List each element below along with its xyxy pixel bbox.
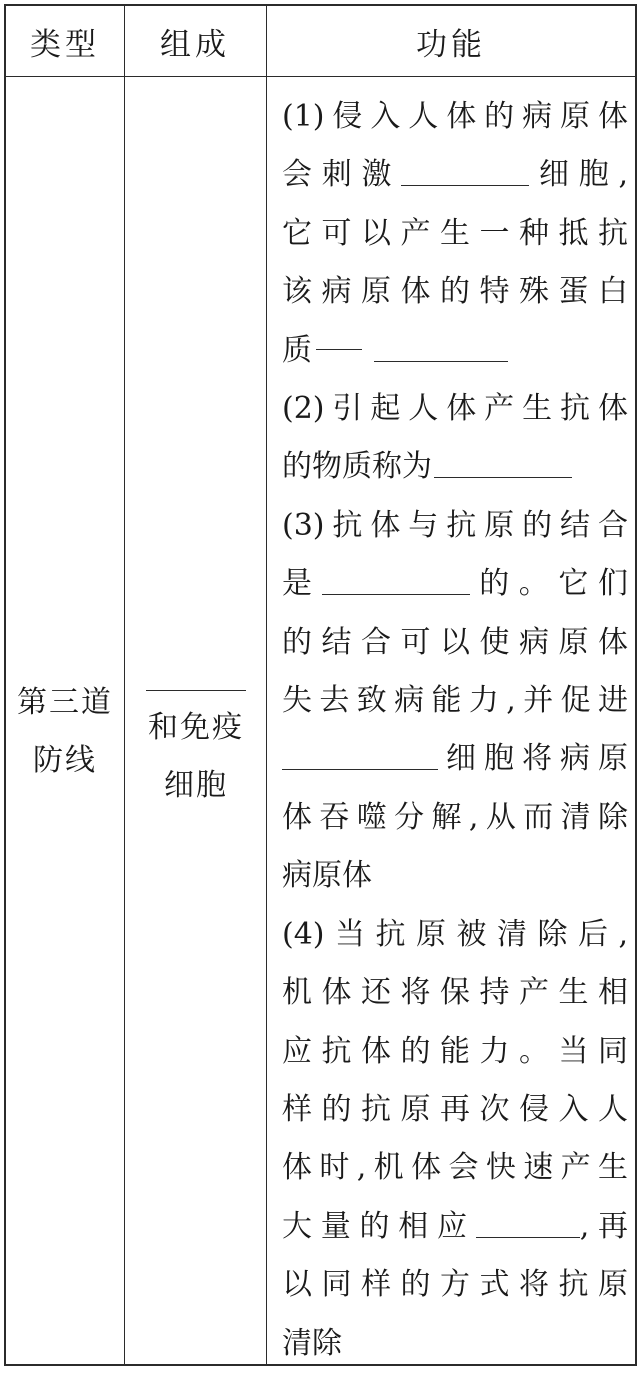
function-line: 细胞将病原 xyxy=(282,730,628,788)
answer-blank[interactable] xyxy=(374,335,508,362)
header-function: 功能 xyxy=(416,26,486,63)
answer-blank[interactable] xyxy=(282,743,438,770)
function-line: (3)抗体与抗原的结合 xyxy=(282,507,628,543)
composition-line: 细胞 xyxy=(164,768,228,803)
function-line: 是 的。它们 xyxy=(282,566,629,602)
answer-blank[interactable] xyxy=(476,1211,580,1238)
function-line: 体时,机体会快速产生 xyxy=(282,1150,628,1186)
dash-mark xyxy=(316,349,362,350)
column-divider xyxy=(124,6,125,1364)
function-line: 病原体 xyxy=(282,858,372,894)
function-line: (1)侵入人体的病原体 xyxy=(282,99,628,134)
composition-line: 和免疫 xyxy=(148,710,244,745)
function-line: 质 xyxy=(282,322,628,380)
category-line: 防线 xyxy=(33,743,97,778)
function-line: 该病原体的特殊蛋白 xyxy=(282,274,628,310)
function-line: 体吞噬分解,从而清除 xyxy=(282,799,628,835)
function-line: 机体还将保持产生相 xyxy=(282,975,628,1011)
function-line: 它可以产生一种抵抗 xyxy=(282,215,628,251)
category-cell xyxy=(6,674,124,790)
header-type: 类型 xyxy=(30,26,100,63)
column-divider xyxy=(266,6,267,1364)
function-line: (4)当抗原被清除后, xyxy=(282,916,628,952)
function-line: 的物质称为 xyxy=(282,438,628,496)
composition-cell xyxy=(126,666,266,815)
function-line: 以同样的方式将抗原 xyxy=(282,1267,628,1303)
immune-table xyxy=(4,4,637,1366)
function-line: 样的抗原再次侵入人 xyxy=(282,1091,628,1127)
function-line: (2)引起人体产生抗体 xyxy=(282,391,628,427)
function-line: 清除 xyxy=(282,1325,342,1361)
header-composition: 组成 xyxy=(160,26,230,63)
header-divider xyxy=(6,76,635,77)
function-cell xyxy=(282,88,628,1373)
function-line: 大量的相应 ,再 xyxy=(282,1208,628,1244)
composition-blank[interactable] xyxy=(146,690,246,691)
function-line: 会刺激 细胞, xyxy=(282,157,628,193)
function-line: 应抗体的能力。当同 xyxy=(282,1033,628,1069)
category-line: 第三道 xyxy=(17,685,113,720)
answer-blank[interactable] xyxy=(401,159,529,186)
answer-blank[interactable] xyxy=(322,568,470,595)
function-line: 的结合可以使病原体 xyxy=(282,624,628,660)
function-line: 失去致病能力,并促进 xyxy=(282,683,628,719)
answer-blank[interactable] xyxy=(434,451,572,478)
